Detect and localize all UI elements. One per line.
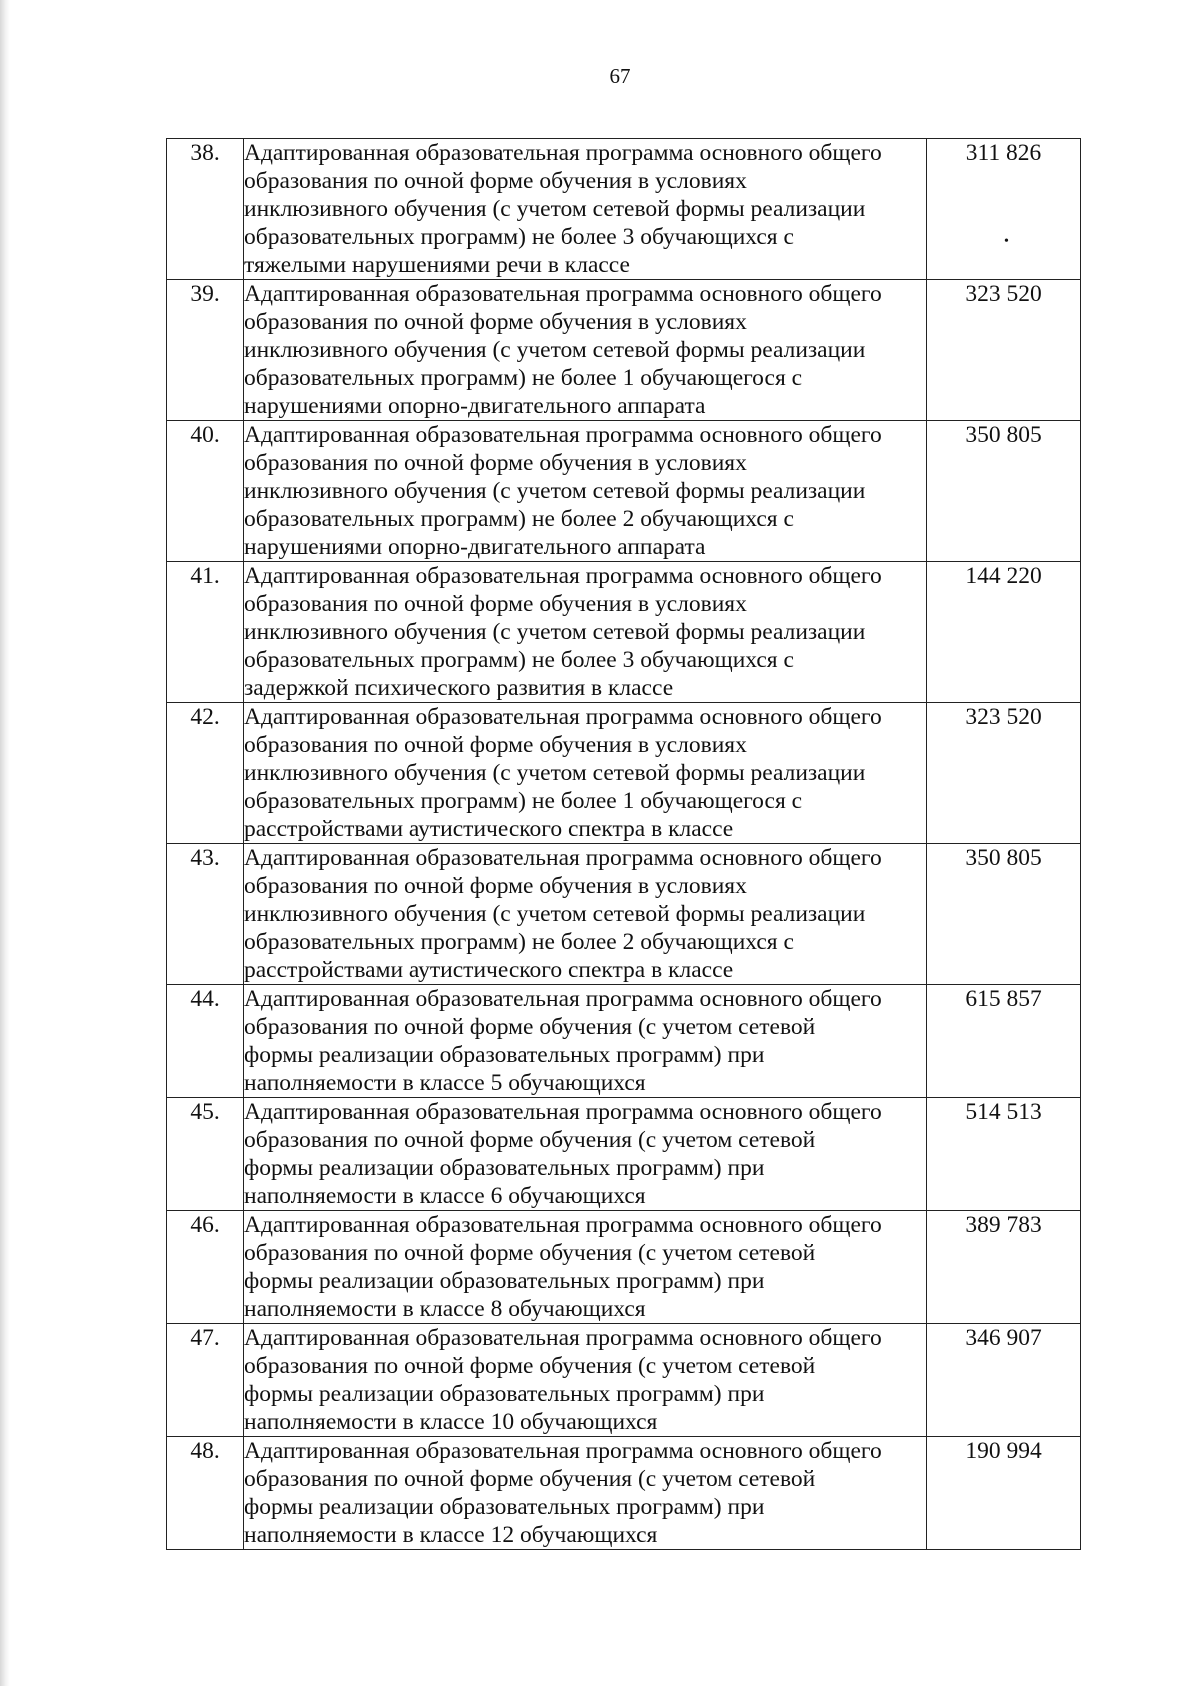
description-line: образования по очной форме обучения в условиях [244, 450, 747, 476]
cost-value-cell [927, 1098, 1081, 1211]
description-line: наполняемости в классе 5 обучающихся [244, 1070, 646, 1096]
description-line: задержкой психического развития в классе [244, 675, 674, 701]
program-description [244, 280, 927, 421]
description-line: образования по очной форме обучения в условиях [244, 309, 747, 335]
cost-value-cell [927, 703, 1081, 844]
program-description [244, 985, 927, 1098]
program-description [244, 421, 927, 562]
description-line: нарушениями опорно-двигательного аппарата [244, 393, 706, 419]
cost-value: 144 220 [965, 563, 1042, 589]
table-row [167, 280, 1081, 421]
program-description [244, 139, 927, 280]
scan-speck-mark: • [1004, 234, 1009, 249]
cost-value-cell [927, 139, 1081, 280]
description-line: образования по очной форме обучения (с учетом сетевой [244, 1240, 816, 1266]
program-cost-table [166, 138, 1081, 1550]
description-line: формы реализации образовательных программ) при [244, 1268, 765, 1294]
cost-value-cell [927, 985, 1081, 1098]
table-row [167, 844, 1081, 985]
cost-value: 615 857 [965, 986, 1042, 1012]
description-line: образования по очной форме обучения (с учетом сетевой [244, 1466, 816, 1492]
row-number: 48. [167, 1437, 244, 1550]
description-line: образования по очной форме обучения (с учетом сетевой [244, 1127, 816, 1153]
description-line: Адаптированная образовательная программа основного общего [244, 563, 882, 589]
description-line: образовательных программ) не более 3 обучающихся с [244, 647, 794, 673]
cost-value-cell [927, 1324, 1081, 1437]
cost-value: 350 805 [965, 845, 1042, 871]
row-number: 46. [167, 1211, 244, 1324]
description-line: Адаптированная образовательная программа основного общего [244, 704, 882, 730]
page-number: 67 [609, 64, 631, 88]
description-line: формы реализации образовательных программ) при [244, 1494, 765, 1520]
table-row [167, 139, 1081, 280]
row-number: 42. [167, 703, 244, 844]
row-number: 41. [167, 562, 244, 703]
description-line: Адаптированная образовательная программа основного общего [244, 281, 882, 307]
cost-value: 323 520 [965, 704, 1042, 730]
program-cost-table-body [167, 139, 1081, 1550]
description-line: инклюзивного обучения (с учетом сетевой формы реализации [244, 196, 866, 222]
description-line: образования по очной форме обучения в условиях [244, 591, 747, 617]
cost-value-cell [927, 844, 1081, 985]
program-description [244, 1098, 927, 1211]
description-line: наполняемости в классе 6 обучающихся [244, 1183, 646, 1209]
program-description [244, 1437, 927, 1550]
row-number: 47. [167, 1324, 244, 1437]
description-line: расстройствами аутистического спектра в классе [244, 957, 734, 983]
description-line: образования по очной форме обучения в условиях [244, 873, 747, 899]
table-row [167, 421, 1081, 562]
program-description [244, 1324, 927, 1437]
description-line: образования по очной форме обучения в условиях [244, 168, 747, 194]
description-line: образования по очной форме обучения (с учетом сетевой [244, 1014, 816, 1040]
program-description [244, 562, 927, 703]
description-line: формы реализации образовательных программ) при [244, 1381, 765, 1407]
description-line: наполняемости в классе 12 обучающихся [244, 1522, 658, 1548]
description-line: образовательных программ) не более 2 обучающихся с [244, 929, 794, 955]
row-number: 40. [167, 421, 244, 562]
description-line: образовательных программ) не более 2 обучающихся с [244, 506, 794, 532]
description-line: Адаптированная образовательная программа основного общего [244, 986, 882, 1012]
row-number: 44. [167, 985, 244, 1098]
description-line: образовательных программ) не более 1 обучающегося с [244, 365, 803, 391]
description-line: Адаптированная образовательная программа основного общего [244, 422, 882, 448]
table-row [167, 562, 1081, 703]
row-number: 43. [167, 844, 244, 985]
cost-value: 350 805 [965, 422, 1042, 448]
table-row [167, 1098, 1081, 1211]
cost-value-cell [927, 421, 1081, 562]
cost-value: 190 994 [965, 1438, 1042, 1464]
description-line: Адаптированная образовательная программа основного общего [244, 1099, 882, 1125]
description-line: наполняемости в классе 8 обучающихся [244, 1296, 646, 1322]
description-line: Адаптированная образовательная программа основного общего [244, 140, 882, 166]
description-line: тяжелыми нарушениями речи в классе [244, 252, 630, 278]
description-line: формы реализации образовательных программ) при [244, 1155, 765, 1181]
cost-value: 323 520 [965, 281, 1042, 307]
description-line: образования по очной форме обучения в условиях [244, 732, 747, 758]
description-line: инклюзивного обучения (с учетом сетевой формы реализации [244, 901, 866, 927]
description-line: нарушениями опорно-двигательного аппарата [244, 534, 706, 560]
cost-value: 514 513 [965, 1099, 1042, 1125]
table-row [167, 1324, 1081, 1437]
cost-value-cell [927, 562, 1081, 703]
description-line: образования по очной форме обучения (с учетом сетевой [244, 1353, 816, 1379]
program-description [244, 703, 927, 844]
description-line: инклюзивного обучения (с учетом сетевой формы реализации [244, 619, 866, 645]
table-row [167, 985, 1081, 1098]
description-line: Адаптированная образовательная программа основного общего [244, 1212, 882, 1238]
scan-edge-shadow [0, 0, 10, 1686]
description-line: инклюзивного обучения (с учетом сетевой формы реализации [244, 478, 866, 504]
description-line: Адаптированная образовательная программа основного общего [244, 1325, 882, 1351]
description-line: Адаптированная образовательная программа основного общего [244, 845, 882, 871]
description-line: формы реализации образовательных программ) при [244, 1042, 765, 1068]
cost-value: 311 826 [965, 140, 1042, 166]
description-line: образовательных программ) не более 1 обучающегося с [244, 788, 803, 814]
description-line: инклюзивного обучения (с учетом сетевой формы реализации [244, 337, 866, 363]
table-row [167, 703, 1081, 844]
cost-value: 389 783 [965, 1212, 1042, 1238]
description-line: инклюзивного обучения (с учетом сетевой формы реализации [244, 760, 866, 786]
description-line: расстройствами аутистического спектра в классе [244, 816, 734, 842]
table-row [167, 1211, 1081, 1324]
description-line: Адаптированная образовательная программа основного общего [244, 1438, 882, 1464]
row-number: 45. [167, 1098, 244, 1211]
description-line: наполняемости в классе 10 обучающихся [244, 1409, 658, 1435]
cost-value-cell [927, 1437, 1081, 1550]
cost-value: 346 907 [965, 1325, 1042, 1351]
cost-value-cell [927, 1211, 1081, 1324]
cost-value-cell [927, 280, 1081, 421]
program-description [244, 844, 927, 985]
row-number: 38. [167, 139, 244, 280]
table-row [167, 1437, 1081, 1550]
description-line: образовательных программ) не более 3 обучающихся с [244, 224, 794, 250]
program-description [244, 1211, 927, 1324]
row-number: 39. [167, 280, 244, 421]
